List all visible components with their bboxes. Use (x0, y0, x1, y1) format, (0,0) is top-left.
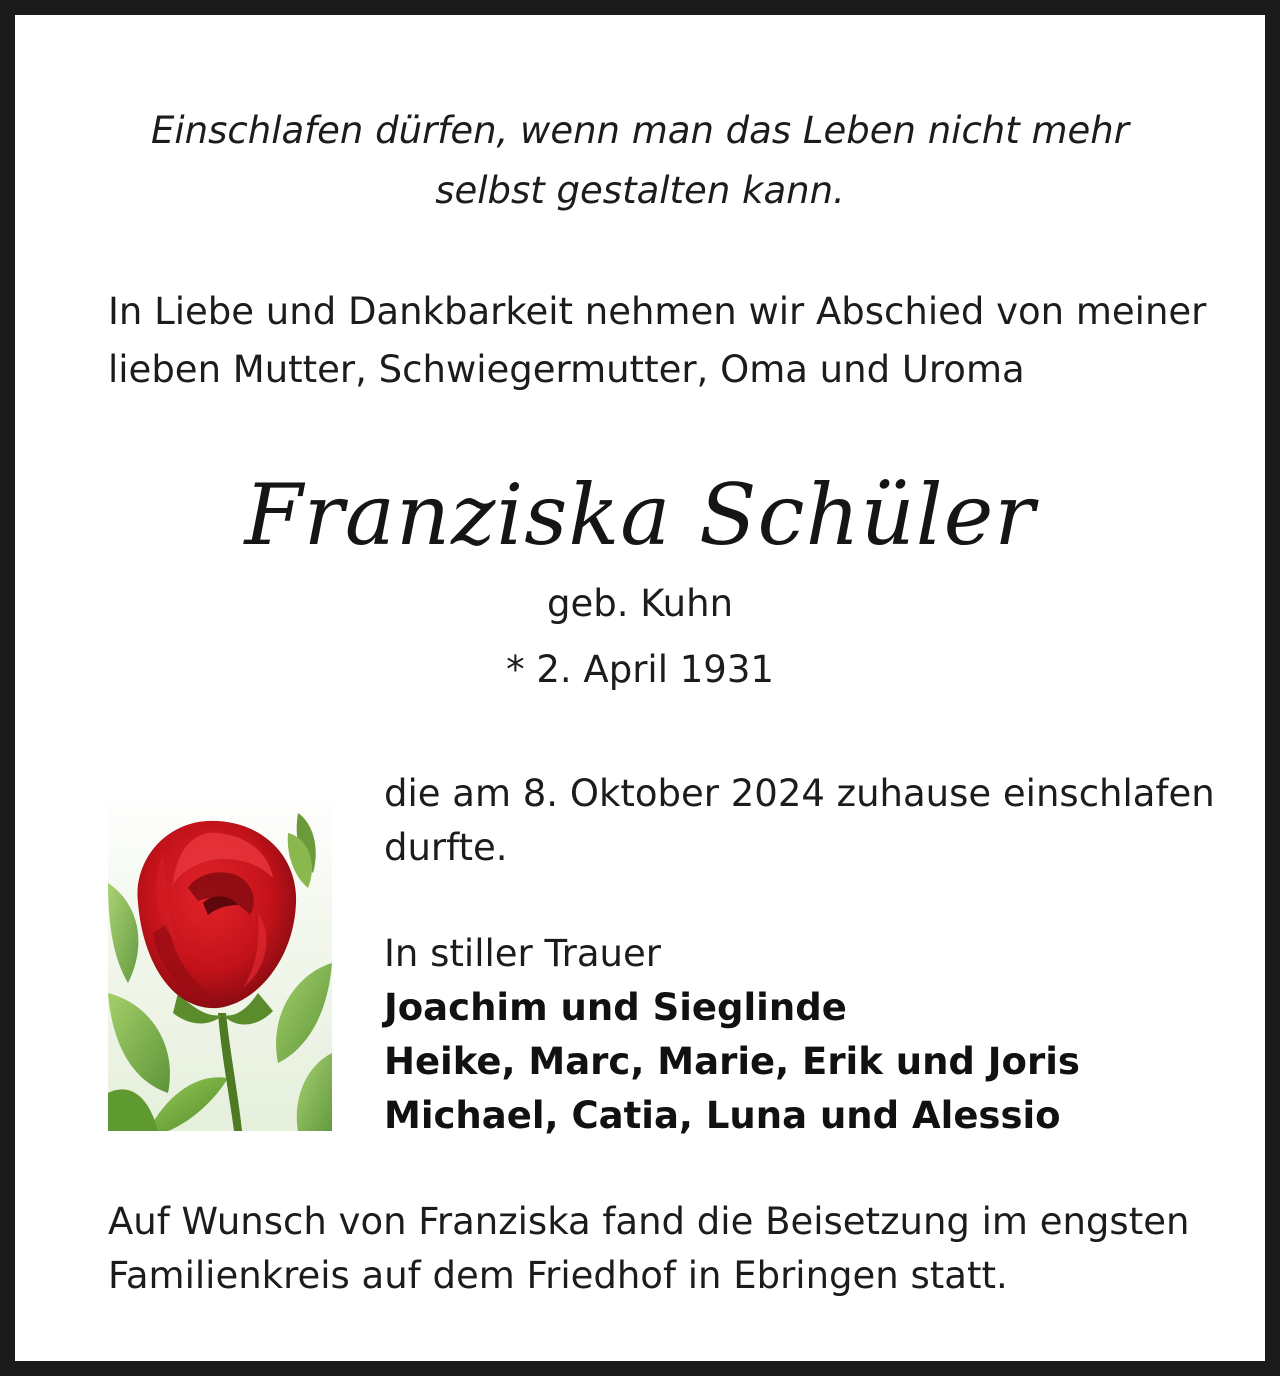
death-line-1: die am 8. Oktober 2024 zuhause einschlafen (384, 772, 1215, 815)
motto-line-2: selbst gestalten kann. (435, 169, 845, 212)
mourners-name: Heike, Marc, Marie, Erik und Joris (384, 1040, 1080, 1083)
intro-line-1: In Liebe und Dankbarkeit nehmen wir Abschied von meiner (108, 290, 1207, 333)
death-line-2: durfte. (384, 826, 508, 869)
red-rose-image (108, 793, 332, 1131)
deceased-name: Franziska Schüler (244, 466, 1036, 564)
burial-notice (108, 1195, 1189, 1303)
burial-line-1: Auf Wunsch von Franziska fand die Beisetzung im engsten (108, 1200, 1190, 1243)
intro-text (108, 283, 1205, 399)
intro-line-2: lieben Mutter, Schwiegermutter, Oma und Uroma (108, 348, 1025, 391)
motto-quote (75, 101, 1205, 221)
birth-name: geb. Kuhn (546, 582, 734, 625)
death-notice (384, 767, 1215, 875)
mourners-heading: In stiller Trauer (384, 932, 661, 975)
mourners-name: Joachim und Sieglinde (384, 986, 847, 1029)
mourners-block (384, 927, 1080, 1143)
burial-line-2: Familienkreis auf dem Friedhof in Ebringen statt. (108, 1254, 1008, 1297)
mourners-name: Michael, Catia, Luna und Alessio (384, 1094, 1061, 1137)
motto-line-1: Einschlafen dürfen, wenn man das Leben nicht mehr (151, 109, 1129, 152)
birth-date: * 2. April 1931 (506, 648, 774, 691)
